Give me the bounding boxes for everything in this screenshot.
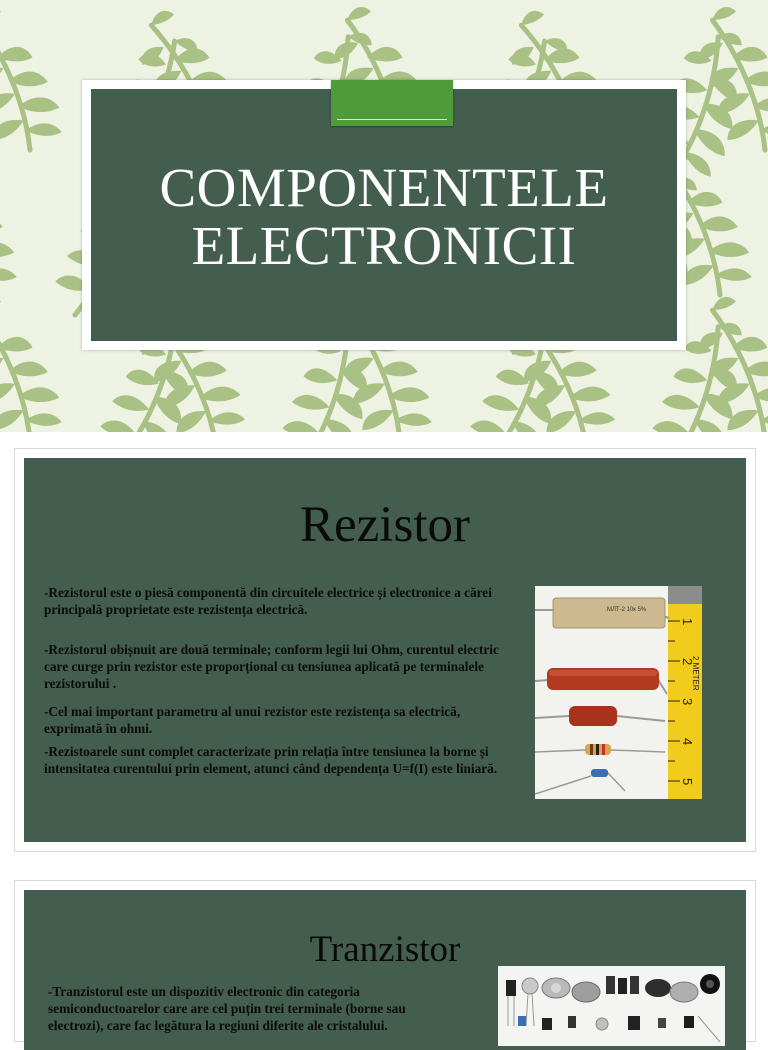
- rezistor-paragraph-4: -Rezistoarele sunt complet caracterizate prin relația între tensiunea la borne și intensitatea curentului prin element, atunci când dependența U=f(I) este liniară.: [44, 744, 498, 776]
- tranzistor-heading: Tranzistor: [309, 929, 461, 970]
- ruler-number-5: 5: [680, 778, 695, 786]
- tranzistor-panel: [24, 890, 746, 1050]
- resistor-marking: МЛТ-2 10к 5%: [607, 607, 647, 613]
- title-accent-tab: [331, 80, 453, 126]
- ruler-number-4: 4: [680, 738, 695, 746]
- title-line-1: COMPONENTELE: [159, 157, 609, 218]
- rezistor-paragraph-2: -Rezistorul obișnuit are două terminale; conform legii lui Ohm, curentul electric care curge prin rezistor este proporțional cu tensiunea aplicată pe terminalele rezistorului .: [44, 642, 499, 691]
- title-slide: [0, 0, 768, 432]
- rezistor-slide: [14, 448, 756, 852]
- tranzistor-slide: [14, 880, 756, 1042]
- title-frame: [82, 80, 686, 350]
- rezistor-panel: [24, 458, 746, 842]
- slide-title: [91, 159, 677, 275]
- title-line-2: ELECTRONICII: [191, 215, 577, 276]
- rezistor-paragraph-3: -Cel mai important parametru al unui rezistor este rezistența sa electrică, exprimată în ohmi.: [44, 704, 461, 736]
- ruler-label: 2 METER: [691, 656, 700, 691]
- ruler-number-1: 1: [680, 618, 695, 626]
- ruler-number-3: 3: [680, 698, 695, 706]
- transistors-photo: [498, 966, 725, 1046]
- title-panel: [91, 89, 677, 341]
- rezistor-paragraph-1: -Rezistorul este o piesă componentă din circuitele electrice și electronice a cărei principală proprietate este rezistența electrică.: [44, 585, 492, 617]
- tranzistor-paragraph-1: -Tranzistorul este un dispozitiv electronic din categoria semiconductoarelor care are cel puțin trei terminale (borne sau electrozi), care fac legătura la regiuni diferite ale cristalului.: [48, 984, 406, 1033]
- resistors-photo: [535, 586, 702, 799]
- ruler-number-2: 2: [680, 658, 695, 666]
- rezistor-heading: Rezistor: [300, 497, 470, 553]
